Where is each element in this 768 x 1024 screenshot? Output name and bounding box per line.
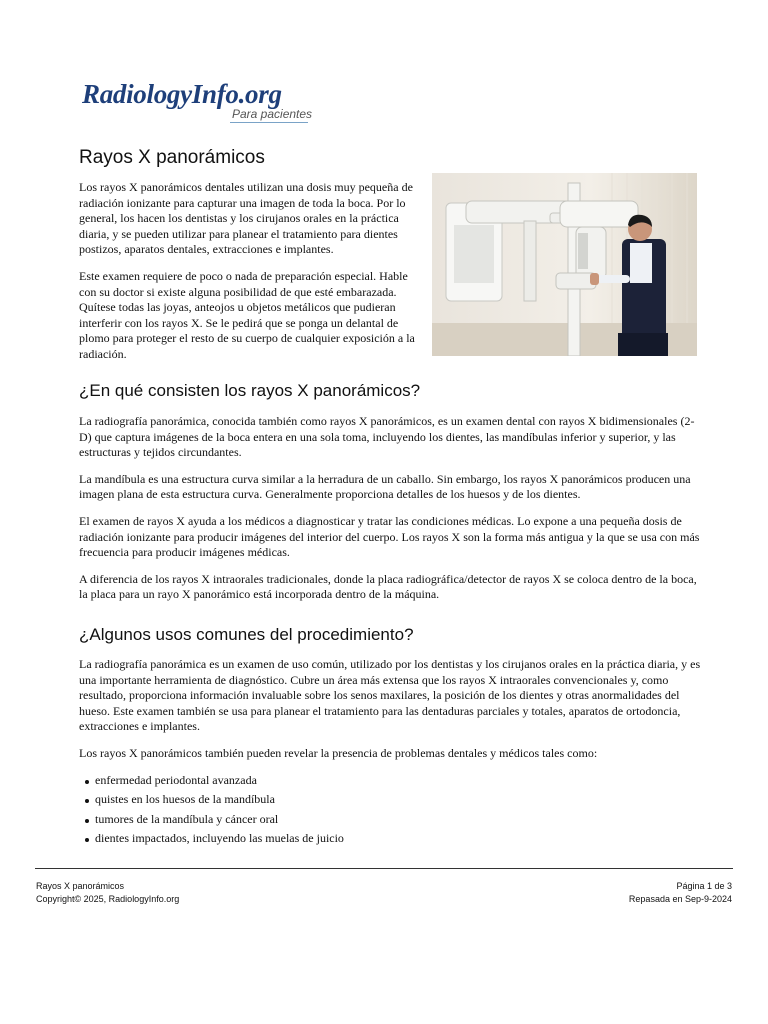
logo-underline — [230, 122, 308, 123]
section1-paragraph-2: La mandíbula es una estructura curva similar a la herradura de un caballo. Sin embargo, los rayos X panorámicos producen una imagen plana de esta estructura curva. Generalmente proporciona detalles de los huesos y de los dientes. — [79, 471, 691, 502]
logo-wordmark: RadiologyInfo.org — [82, 79, 282, 109]
footer-review-date: Repasada en Sep-9-2024 — [628, 894, 732, 904]
list-item: enfermedad periodontal avanzada — [95, 773, 704, 789]
list-item: dientes impactados, incluyendo las muelas de juicio — [95, 831, 704, 847]
section-what-is — [79, 414, 704, 614]
footer-page-number: Página 1 de 3 — [676, 881, 732, 891]
footer-doc-title: Rayos X panorámicos — [36, 881, 125, 891]
intro-paragraph-2: Este examen requiere de poco o nada de preparación especial. Hable con su doctor si existe alguna posibilidad de que esté embarazada. Quítese todas las joyas, anteojos u objetos metálicos que pudieran interferir con los rayos X. Se le pedirá que se ponga un delantal de plomo para proteger el resto de su cuerpo de cualquier exposición a la radiación. — [79, 268, 415, 361]
list-item: tumores de la mandíbula y cáncer oral — [95, 812, 704, 828]
footer-left — [36, 880, 179, 906]
list-item: quistes en los huesos de la mandíbula — [95, 792, 704, 808]
section2-paragraph-1: La radiografía panorámica es un examen de uso común, utilizado por los dentistas y los cirujanos orales en la práctica diaria, y es una importante herramienta de diagnóstico. Cubre un área más extensa que los rayos X intraorales convencionales y, como resultado, proporciona información invaluable sobre los senos maxilares, la posición de los dientes y otras anormalidades del hueso. Este examen también se usa para planear el tratamiento para las dentaduras parciales y totales, aparatos de ortodoncia, extracciones e implantes. — [79, 657, 701, 734]
section-heading-common-uses: ¿Algunos usos comunes del procedimiento? — [79, 625, 414, 644]
section-common-uses — [79, 657, 704, 851]
section2-paragraph-2: Los rayos X panorámicos también pueden revelar la presencia de problemas dentales y médicos tales como: — [79, 745, 598, 760]
intro-paragraph-1: Los rayos X panorámicos dentales utilizan una dosis muy pequeña de radiación ionizante para capturar una imagen de toda la boca. Por lo general, los hacen los dentistas y los cirujanos orales en la práctica diaria, y se pueden utilizar para planear el tratamiento para dientes postizos, aparatos dentales, extracciones e implantes. — [79, 180, 413, 257]
footer-divider — [35, 868, 733, 869]
footer-copyright: Copyright© 2025, RadiologyInfo.org — [36, 894, 180, 904]
conditions-list — [79, 773, 704, 847]
section-heading-what-is: ¿En qué consisten los rayos X panorámicos? — [79, 381, 421, 400]
section1-paragraph-3: El examen de rayos X ayuda a los médicos a diagnosticar y tratar las condiciones médicas. Lo expone a una pequeña dosis de radiación ionizante para producir imágenes del interior del cuerpo. Los rayos X son la forma más antigua y la que se usa con más frecuencia para producir imágenes médicas. — [79, 513, 700, 560]
logo-tagline: Para pacientes — [232, 107, 313, 121]
section1-paragraph-4: A diferencia de los rayos X intraorales tradicionales, donde la placa radiográfica/detector de rayos X se coloca dentro de la boca, la placa para un rayo X panorámico está incorporada dentro de la máquina. — [79, 571, 697, 602]
panoramic-xray-photo — [432, 173, 697, 356]
footer-right — [629, 880, 732, 906]
page-title: Rayos X panorámicos — [79, 147, 265, 168]
radiologyinfo-logo[interactable] — [82, 78, 322, 130]
section1-paragraph-1: La radiografía panorámica, conocida también como rayos X panorámicos, es un examen dental con rayos X bidimensionales (2-D) que captura imágenes de la boca entera en una sola toma, incluyendo los dientes, las mandíbulas inferior y superior, y las estructuras y tejidos circundantes. — [79, 414, 695, 460]
intro-text — [79, 180, 419, 374]
